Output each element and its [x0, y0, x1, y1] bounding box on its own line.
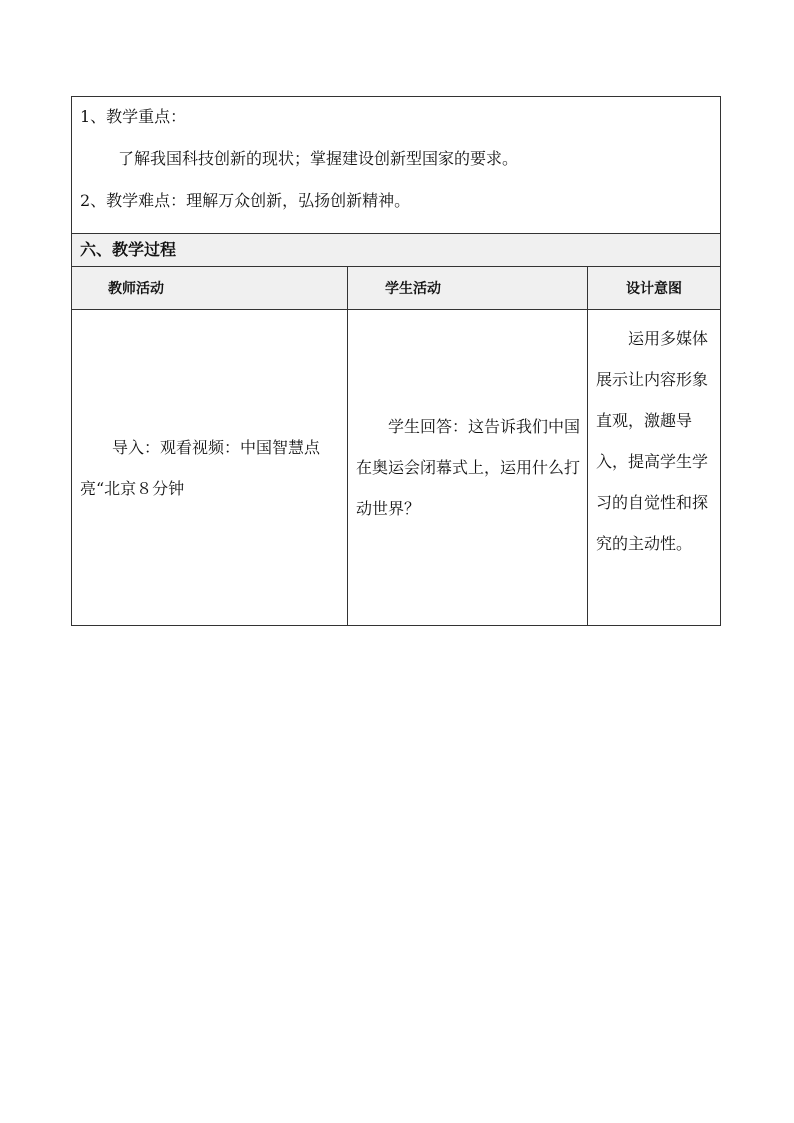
header-student-activity: 学生活动 [348, 267, 588, 310]
process-section-row [72, 234, 721, 267]
process-section-title: 六、教学过程 [72, 234, 721, 267]
table-row [72, 310, 721, 626]
key-point-label: 1、教学重点： [80, 107, 187, 126]
header-teacher-activity: 教师活动 [72, 267, 348, 310]
teacher-activity-cell [72, 310, 348, 626]
design-intent-cell [588, 310, 721, 626]
design-intent-text: 运用多媒体展示让内容形象直观，激趣导入，提高学生学习的自觉性和探究的主动性。 [596, 329, 709, 553]
key-point-content: 了解我国科技创新的现状；掌握建设创新型国家的要求。 [118, 149, 519, 168]
objectives-row [72, 97, 721, 234]
process-header-row [72, 267, 721, 310]
header-design-intent: 设计意图 [588, 267, 721, 310]
student-activity-cell [348, 310, 588, 626]
lesson-plan-table [71, 96, 721, 626]
student-activity-text: 学生回答：这告诉我们中国在奥运会闭幕式上，运用什么打动世界？ [356, 417, 581, 518]
difficulty-line: 2、教学难点：理解万众创新，弘扬创新精神。 [80, 191, 411, 210]
teacher-activity-text: 导入：观看视频：中国智慧点亮“北京８分钟 [80, 437, 321, 498]
objectives-cell [72, 97, 721, 234]
